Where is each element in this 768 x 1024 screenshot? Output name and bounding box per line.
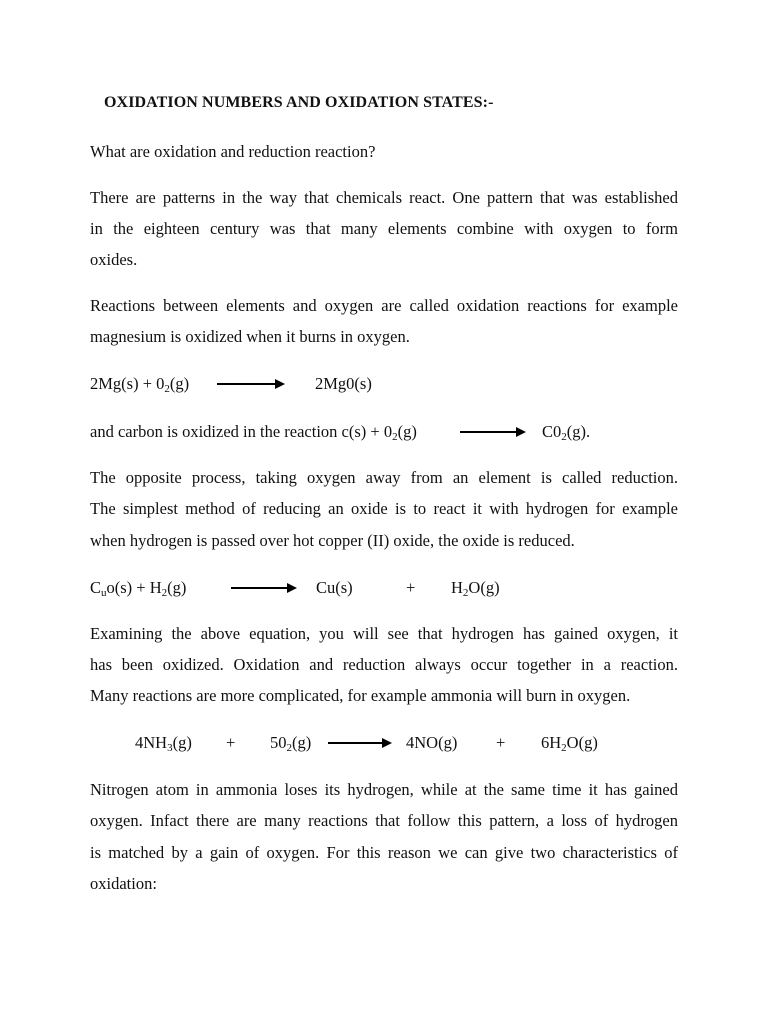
eq2-reactants: $C_uo(s) + H_2(g)$ — [90, 578, 187, 599]
eq3-arrow-icon — [328, 737, 392, 749]
eq3-ammonia: $4NH_3(g)$ — [135, 733, 192, 754]
eq2-product-copper: Cu(s) — [316, 578, 353, 597]
para3-line3: when hydrogen is passed over hot copper (II) oxide, the oxide is reduced. — [90, 531, 575, 550]
para2-line2: magnesium is oxidized when it burns in oxygen. — [90, 327, 410, 346]
para1-line1: There are patterns in the way that chemicals react. One pattern that was established — [90, 188, 678, 207]
para2-line1: Reactions between elements and oxygen are called oxidation reactions for example — [90, 296, 678, 315]
para1-line3: oxides. — [90, 250, 138, 269]
para5-line2: oxygen. Infact there are many reactions that follow this pattern, a loss of hydrogen — [90, 811, 678, 830]
para5-line4: oxidation: — [90, 874, 157, 893]
eq2-plus: + — [406, 578, 416, 597]
carbon-arrow-icon — [460, 426, 526, 438]
carbon-product: $C0_2(g)$. — [542, 422, 591, 443]
para4-line3: Many reactions are more complicated, for example ammonia will burn in oxygen. — [90, 686, 631, 705]
eq2-arrow-icon — [231, 582, 297, 594]
para4-line2: has been oxidized. Oxidation and reduction always occur together in a reaction. — [90, 655, 678, 674]
para4-line1: Examining the above equation, you will see that hydrogen has gained oxygen, it — [90, 624, 678, 643]
para3-line1: The opposite process, taking oxygen away from an element is called reduction. — [90, 468, 678, 487]
question-heading: What are oxidation and reduction reaction? — [90, 142, 376, 161]
eq2-product-water: $H_2O(g)$ — [451, 578, 500, 599]
eq3-product-no: 4NO(g) — [406, 733, 458, 752]
para5-line3: is matched by a gain of oxygen. For this reason we can give two characteristics of — [90, 843, 678, 862]
eq3-plus1: + — [226, 733, 236, 752]
carbon-sentence: and carbon is oxidized in the reaction $c(s) + 0_2(g)$ — [90, 422, 417, 443]
eq3-plus2: + — [496, 733, 506, 752]
para1-line2: in the eighteen century was that many elements combine with oxygen to form — [90, 219, 678, 238]
eq3-product-water: $6H_2O(g)$ — [541, 733, 598, 754]
eq1-arrow-icon — [217, 378, 285, 390]
document-title: OXIDATION NUMBERS AND OXIDATION STATES:- — [104, 94, 494, 111]
eq1-product: 2Mg0(s) — [315, 374, 372, 393]
eq1-reactants: $2Mg(s) + 0_2(g)$ — [90, 374, 190, 395]
para5-line1: Nitrogen atom in ammonia loses its hydrogen, while at the same time it has gained — [90, 780, 678, 799]
eq3-oxygen: $50_2(g)$ — [270, 733, 312, 754]
para3-line2: The simplest method of reducing an oxide is to react it with hydrogen for example — [90, 499, 678, 518]
